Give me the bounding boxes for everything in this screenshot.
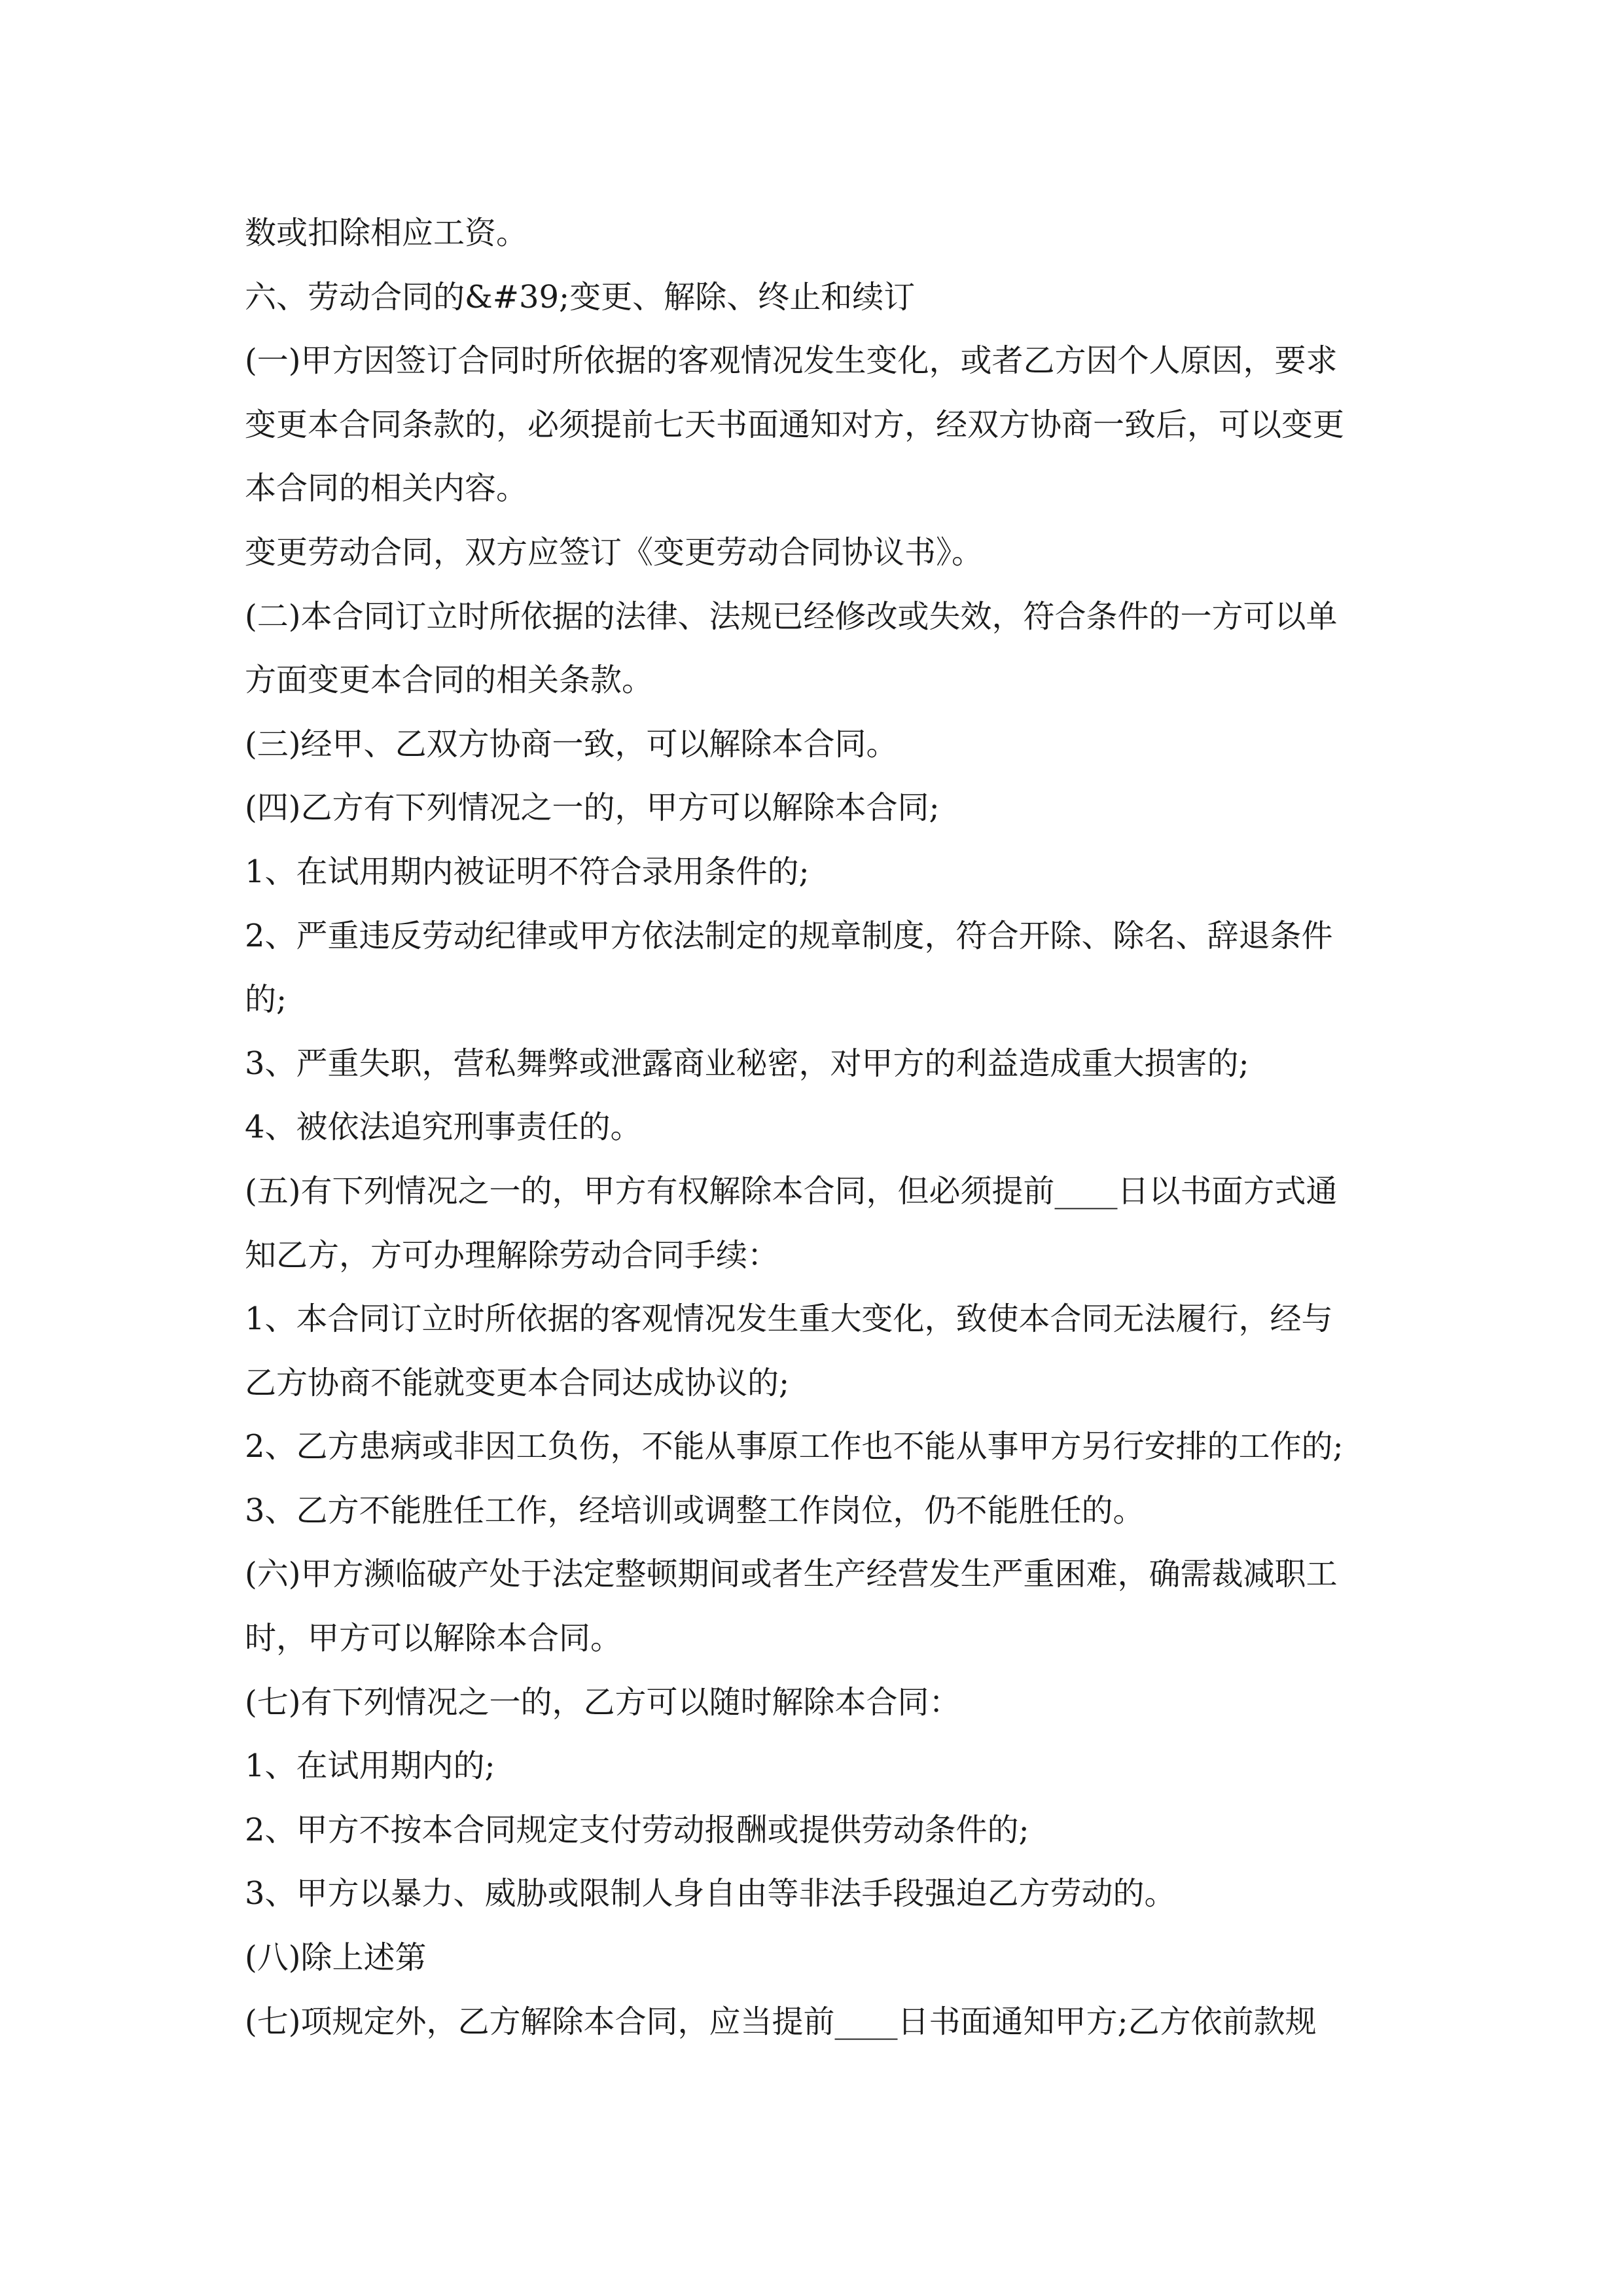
- text-line: (七)有下列情况之一的，乙方可以随时解除本合同：: [245, 1683, 961, 1721]
- text-line: 1、在试用期内的;: [245, 1748, 495, 1785]
- text-line: 3、乙方不能胜任工作，经培训或调整工作岗位，仍不能胜任的。: [245, 1492, 1145, 1529]
- text-line: (六)甲方濒临破产处于法定整顿期间或者生产经营发生严重困难，确需裁减职工: [245, 1556, 1338, 1593]
- text-line: (四)乙方有下列情况之一的，甲方可以解除本合同;: [245, 789, 940, 827]
- text-line: 数或扣除相应工资。: [245, 215, 528, 251]
- text-line: (五)有下列情况之一的，甲方有权解除本合同，但必须提前____日以书面方式通: [245, 1172, 1338, 1210]
- section-heading: 六、劳动合同的&#39;变更、解除、终止和续订: [245, 278, 916, 315]
- text-line: 的;: [245, 981, 287, 1018]
- document-body: [245, 202, 1397, 2054]
- text-line: 3、甲方以暴力、威胁或限制人身自由等非法手段强迫乙方劳动的。: [245, 1875, 1176, 1912]
- text-line: (七)项规定外，乙方解除本合同，应当提前____日书面通知甲方;乙方依前款规: [245, 2003, 1317, 2040]
- text-line: 2、甲方不按本合同规定支付劳动报酬或提供劳动条件的;: [245, 1811, 1029, 1848]
- text-line: (八)除上述第: [245, 1939, 427, 1977]
- text-line: 1、本合同订立时所依据的客观情况发生重大变化，致使本合同无法履行，经与: [245, 1300, 1333, 1338]
- text-line: (一)甲方因签订合同时所依据的客观情况发生变化，或者乙方因个人原因，要求: [245, 342, 1338, 380]
- text-line: 变更劳动合同，双方应签订《变更劳动合同协议书》。: [245, 533, 984, 571]
- text-line: 本合同的相关内容。: [245, 470, 528, 507]
- text-line: 知乙方，方可办理解除劳动合同手续：: [245, 1236, 779, 1274]
- text-line: 1、在试用期内被证明不符合录用条件的;: [245, 853, 810, 890]
- text-line: 变更本合同条款的，必须提前七天书面通知对方，经双方协商一致后，可以变更: [245, 406, 1345, 443]
- text-line: 时，甲方可以解除本合同。: [245, 1620, 622, 1657]
- text-line: 方面变更本合同的相关条款。: [245, 662, 654, 699]
- text-line: 2、乙方患病或非因工负伤，不能从事原工作也不能从事甲方另行安排的工作的;: [245, 1428, 1344, 1465]
- text-line: 2、严重违反劳动纪律或甲方依法制定的规章制度，符合开除、除名、辞退条件: [245, 917, 1333, 954]
- text-line: (二)本合同订立时所依据的法律、法规已经修改或失效，符合条件的一方可以单: [245, 598, 1338, 635]
- text-line: (三)经甲、乙双方协商一致，可以解除本合同。: [245, 725, 898, 762]
- text-line: 乙方协商不能就变更本合同达成协议的;: [245, 1364, 790, 1401]
- text-line: 4、被依法追究刑事责任的。: [245, 1109, 642, 1146]
- text-line: 3、严重失职，营私舞弊或泄露商业秘密，对甲方的利益造成重大损害的;: [245, 1045, 1249, 1082]
